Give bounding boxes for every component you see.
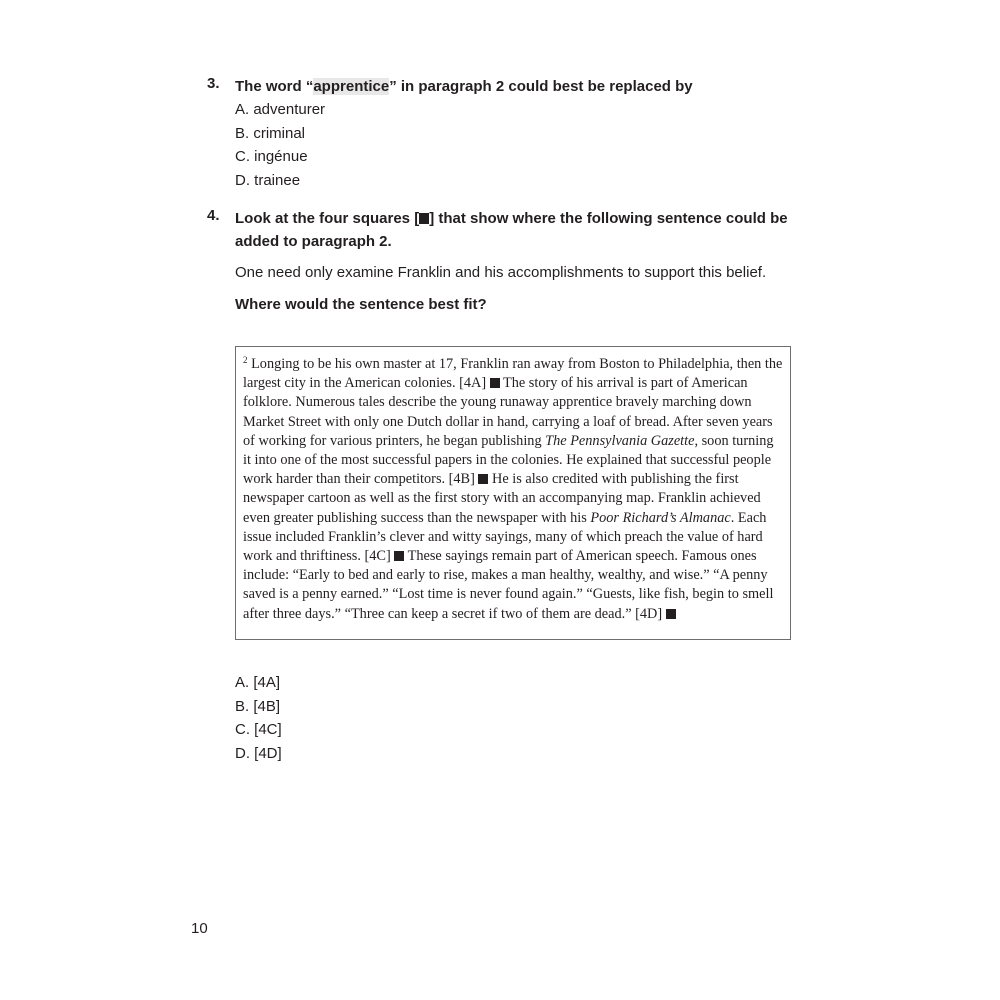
question-number: 4.: [207, 207, 220, 224]
highlighted-word: apprentice: [313, 78, 390, 95]
insertion-square-4a-icon[interactable]: [490, 378, 500, 388]
question-stem: Look at the four squares [ ] that show where the following sentence could be added to paragraph 2.: [235, 210, 788, 250]
question-4-options: [235, 671, 282, 765]
page-number: 10: [191, 920, 208, 937]
publication-title: The Pennsylvania Gazette: [545, 432, 695, 449]
insert-sentence: One need only examine Franklin and his accomplishments to support this belief.: [235, 264, 767, 281]
passage-paragraph: $^2$ Longing to be his own master at 17, Franklin ran away from Boston to Philadelphia, then the largest city in the American colonies. [4A] The story of his arrival is part of American folklore. Numerous tales describe the young runaway apprentice bravely marching down Market Street with only one Dutch dollar in hand, carrying a loaf of bread. After seven years of working for various printers, he began publishing The Pennsylvania Gazette, soon turning it into one of the most successful papers in the colonies. He explained that successful people work harder than their competitors. [4B] He is also credited with publishing the first newspaper cartoon as well as the first story with an accompanying map. Franklin achieved even greater publishing success than the newspaper with his Poor Richard’s Almanac. Each issue included Franklin’s clever and witty sayings, many of which preach the value of hard work and thriftiness. [4C] These sayings remain part of American speech. Famous ones include: “Early to bed and early to rise, makes a man healthy, wealthy, and wise.” “A penny saved is a penny earned.” “Lost time is never found again.” “Guests, like fish, begin to smell after three days.” “Three can keep a secret if two of them are dead.” [4D]: [243, 355, 783, 622]
insertion-square-4d-icon[interactable]: [666, 609, 676, 619]
paragraph-number: 2: [243, 355, 248, 365]
answer-option-b[interactable]: B. [4B]: [235, 697, 281, 715]
question-prompt: Where would the sentence best fit?: [235, 295, 487, 313]
answer-option-a[interactable]: A. adventurer: [235, 101, 326, 118]
answer-option-c[interactable]: C. [4C]: [235, 721, 282, 738]
square-marker-icon: [419, 213, 429, 224]
answer-option-d[interactable]: D. trainee: [235, 171, 301, 189]
publication-title: Poor Richard’s Almanac: [590, 509, 731, 526]
answer-option-d[interactable]: D. [4D]: [235, 744, 282, 762]
insertion-square-4c-icon[interactable]: [394, 551, 404, 561]
answer-option-b[interactable]: B. criminal: [235, 124, 306, 142]
insertion-square-4b-icon[interactable]: [478, 474, 488, 484]
answer-option-c[interactable]: C. ingénue: [235, 148, 308, 165]
answer-option-a[interactable]: A. [4A]: [235, 674, 281, 691]
question-number: 3.: [207, 75, 220, 92]
passage-box: [235, 346, 791, 640]
question-stem: The word “apprentice” in paragraph 2 could best be replaced by: [235, 78, 693, 95]
